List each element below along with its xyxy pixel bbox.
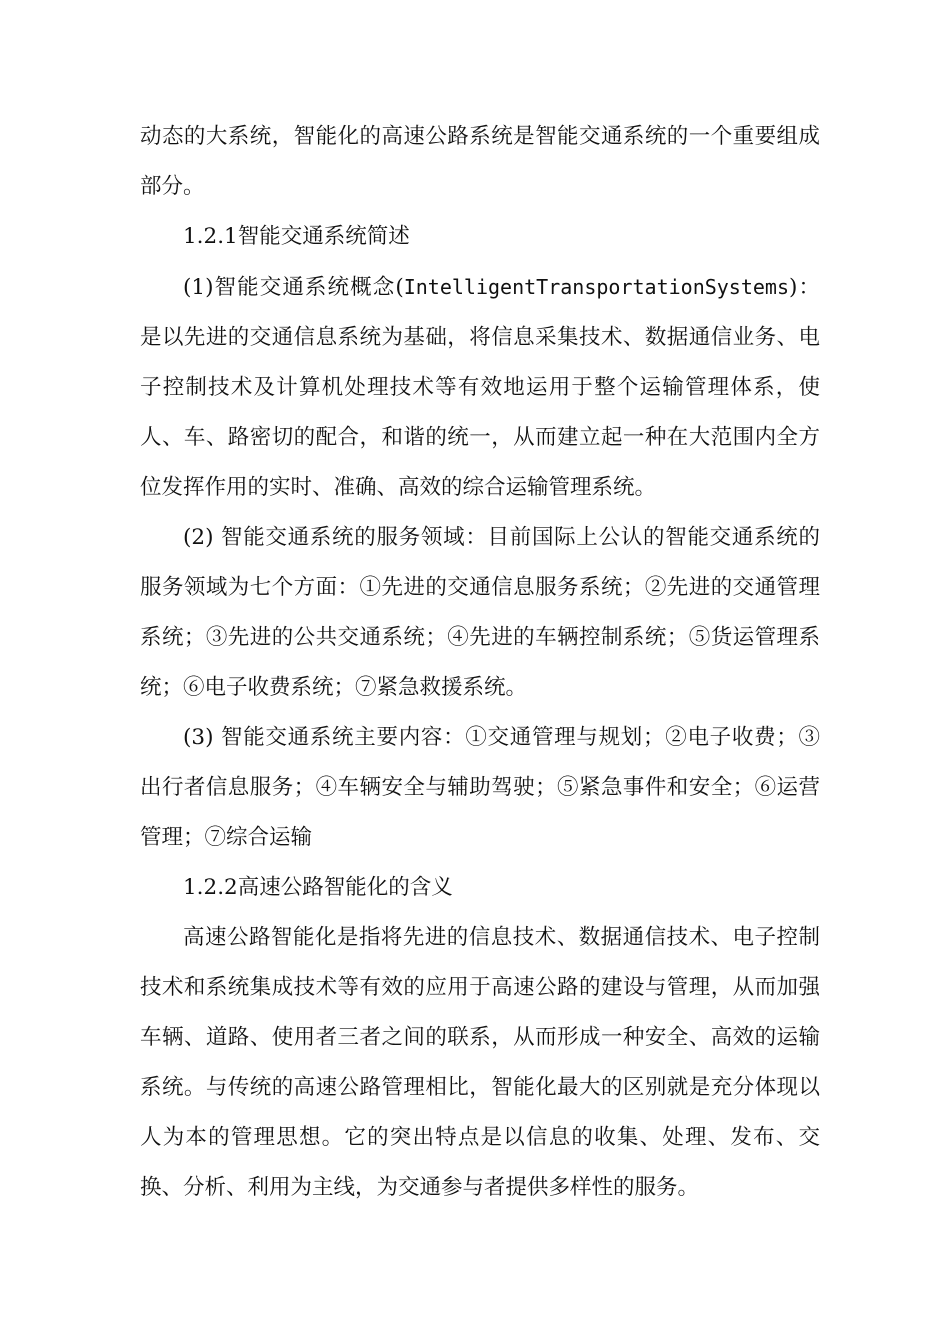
document-page — [140, 112, 820, 1213]
paragraph-its-concept — [140, 262, 820, 513]
its-english-term: IntelligentTransportationSystems — [403, 275, 790, 299]
paragraph-its-service-domains: (2) 智能交通系统的服务领域：目前国际上公认的智能交通系统的服务领域为七个方面：①先进的交通信息服务系统；②先进的交通管理系统；③先进的公共交通系统；④先进的车辆控制系统；⑤货运管理系统；⑥电子收费系统；⑦紧急救援系统。 — [140, 525, 820, 700]
its-concept-prefix: (1)智能交通系统概念( — [183, 275, 404, 300]
section-heading-1-2-2: 1.2.2高速公路智能化的含义 — [183, 875, 453, 900]
its-concept-definition: )：是以先进的交通信息系统为基础，将信息采集技术、数据通信业务、电子控制技术及计算机处理技术等有效地运用于整个运输管理体系，使人、车、路密切的配合，和谐的统一，从而建立起一种在大范围内全方位发挥作用的实时、准确、高效的综合运输管理系统。 — [140, 275, 820, 500]
section-heading-1-2-1: 1.2.1智能交通系统简述 — [183, 224, 410, 249]
paragraph-its-main-content: (3) 智能交通系统主要内容：①交通管理与规划；②电子收费；③出行者信息服务；④车辆安全与辅助驾驶；⑤紧急事件和安全；⑥运营管理；⑦综合运输 — [140, 725, 820, 850]
paragraph-intro-continuation: 动态的大系统，智能化的高速公路系统是智能交通系统的一个重要组成部分。 — [140, 124, 820, 199]
paragraph-highway-intelligence-meaning: 高速公路智能化是指将先进的信息技术、数据通信技术、电子控制技术和系统集成技术等有效的应用于高速公路的建设与管理，从而加强车辆、道路、使用者三者之间的联系，从而形成一种安全、高效的运输系统。与传统的高速公路管理相比，智能化最大的区别就是充分体现以人为本的管理思想。它的突出特点是以信息的收集、处理、发布、交换、分析、利用为主线，为交通参与者提供多样性的服务。 — [140, 925, 820, 1200]
